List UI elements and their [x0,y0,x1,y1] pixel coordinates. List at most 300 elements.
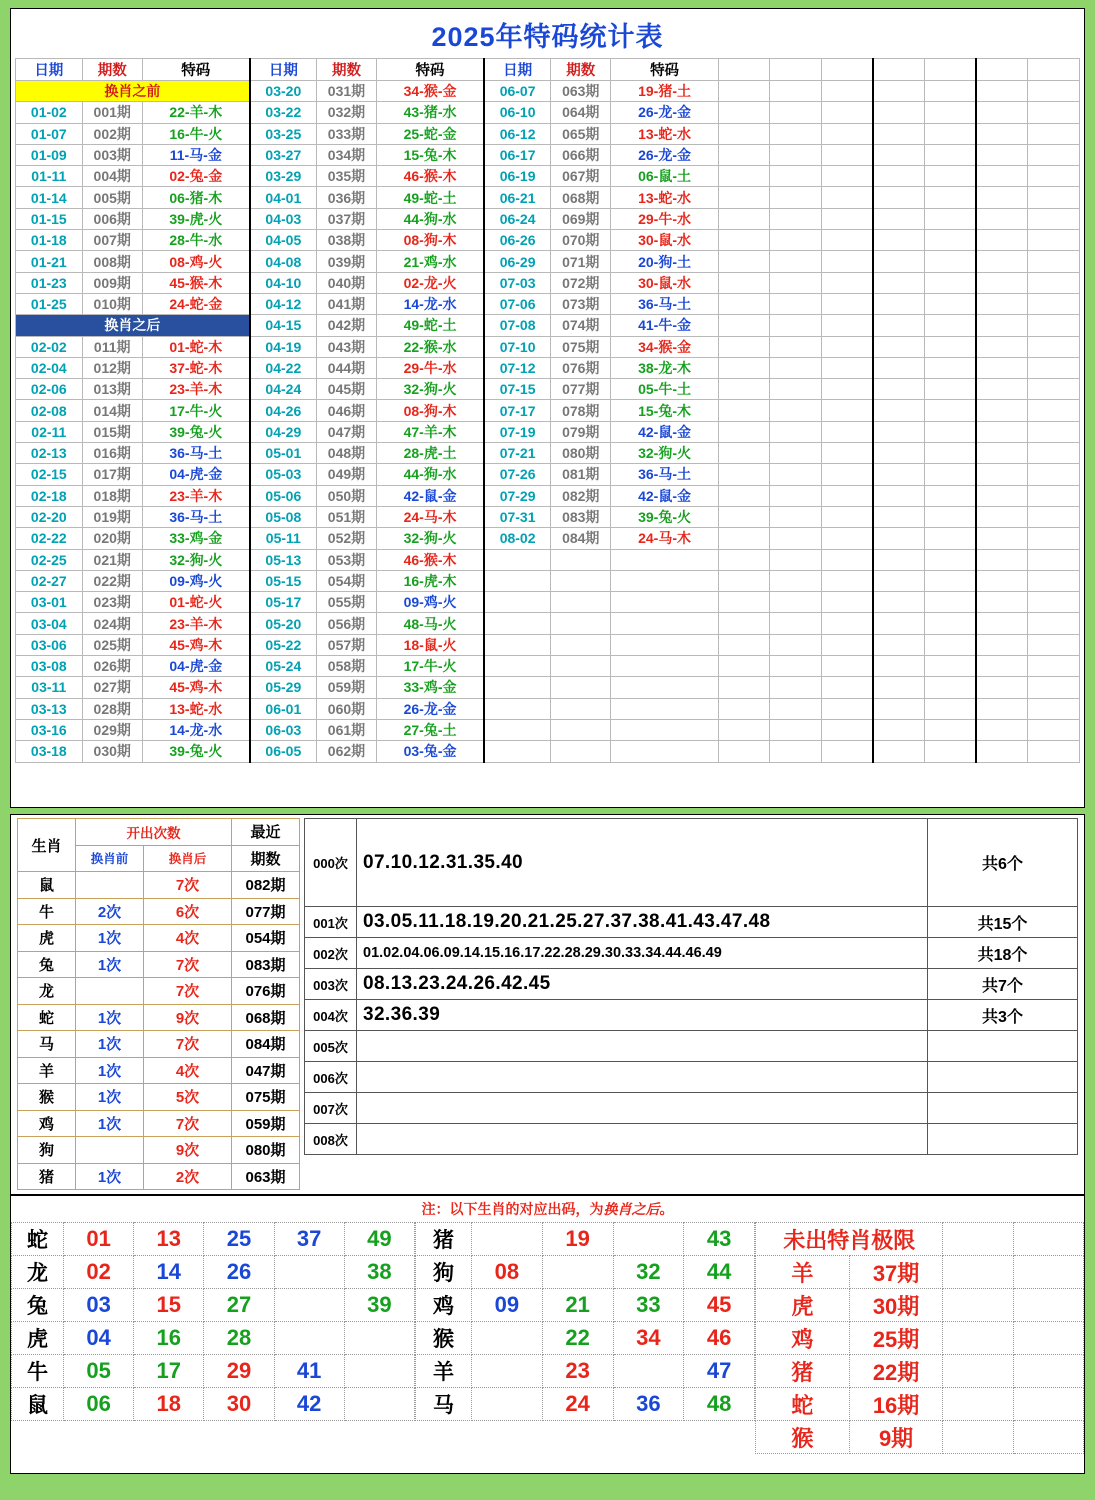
code-cell: 02 [64,1256,134,1289]
table-row [16,528,1080,549]
blank-cell [718,677,770,698]
blank-cell [976,656,1028,677]
blank-cell [821,698,873,719]
blank-cell [925,698,977,719]
cell-date: 03-16 [16,719,83,740]
cell-date: 05-06 [250,485,317,506]
cell-date: 01-21 [16,251,83,272]
blank-cell [925,719,977,740]
blank-cell [943,1256,1013,1289]
cell-code: 28-牛-水 [142,230,249,251]
cell-code: 24-蛇-金 [142,293,249,314]
code-cell: 25 [204,1223,274,1256]
count-before: 1次 [76,925,144,952]
blank-cell [611,634,718,655]
blank-cell [611,549,718,570]
blank-cell [770,698,822,719]
blank-cell [821,634,873,655]
cell-issue: 076期 [551,357,611,378]
blank-cell [770,719,822,740]
frequency-label: 007次 [305,1093,357,1124]
cell-issue: 079期 [551,421,611,442]
blank-cell [925,81,977,102]
limit-periods: 16期 [849,1388,943,1421]
cell-issue: 041期 [316,293,376,314]
frequency-row [305,1000,1078,1031]
table-row [16,102,1080,123]
blank-cell [484,656,551,677]
blank-cell [770,123,822,144]
blank-cell [943,1388,1013,1421]
cell-code: 23-羊-木 [142,379,249,400]
cell-date: 03-08 [16,656,83,677]
cell-code: 47-羊-木 [377,421,484,442]
blank-cell [873,230,925,251]
limit-header-row [756,1223,1084,1256]
blank-cell [925,677,977,698]
code-cell: 09 [472,1289,543,1322]
codes-row [12,1322,415,1355]
cell-code: 19-猪-土 [611,81,718,102]
count-after: 9次 [144,1137,232,1164]
cell-code: 44-狗-水 [377,464,484,485]
limit-row [756,1421,1084,1454]
cell-date: 02-18 [16,485,83,506]
header-code: 特码 [377,59,484,81]
blank-cell [1013,1388,1083,1421]
cell-code: 17-牛-火 [142,400,249,421]
blank-cell [718,613,770,634]
count-before: 1次 [76,1110,144,1137]
code-cell: 08 [472,1256,543,1289]
blank-cell [770,293,822,314]
cell-date: 05-08 [250,506,317,527]
frequency-row [305,1062,1078,1093]
blank-cell [1013,1223,1083,1256]
blank-cell [976,230,1028,251]
blank-cell [821,144,873,165]
blank-cell [976,570,1028,591]
cell-date: 06-17 [484,144,551,165]
blank-cell [821,592,873,613]
cell-date: 04-12 [250,293,317,314]
blank-cell [873,443,925,464]
frequency-row [305,907,1078,938]
blank-cell [925,166,977,187]
cell-issue: 033期 [316,123,376,144]
cell-code: 32-狗-火 [611,443,718,464]
cell-issue: 077期 [551,379,611,400]
header-issue: 期数 [316,59,376,81]
cell-issue: 013期 [82,379,142,400]
cell-issue: 037期 [316,208,376,229]
cell-issue: 065期 [551,123,611,144]
blank-cell [611,719,718,740]
cell-issue: 026期 [82,656,142,677]
code-cell: 27 [204,1289,274,1322]
frequency-total: 共7个 [928,969,1078,1000]
cell-issue: 062期 [316,741,376,762]
limit-row [756,1289,1084,1322]
count-after: 2次 [144,1163,232,1190]
codes-right-table [415,1222,755,1421]
limit-periods: 22期 [849,1355,943,1388]
blank-cell [925,102,977,123]
cell-date: 04-05 [250,230,317,251]
cell-code: 04-虎-金 [142,464,249,485]
blank-cell [925,144,977,165]
blank-cell [873,187,925,208]
frequency-row [305,819,1078,907]
count-before [76,872,144,899]
count-after: 9次 [144,1004,232,1031]
blank-cell [873,698,925,719]
cell-issue: 073期 [551,293,611,314]
table-row [16,400,1080,421]
cell-issue: 027期 [82,677,142,698]
blank-cell [821,123,873,144]
blank-cell [976,293,1028,314]
blank-cell [873,677,925,698]
code-cell: 14 [134,1256,204,1289]
table-row [16,592,1080,613]
blank-cell [551,677,611,698]
cell-code: 15-兔-木 [611,400,718,421]
blank-cell [1028,293,1080,314]
limit-zodiac: 鸡 [756,1322,850,1355]
frequency-total: 共3个 [928,1000,1078,1031]
blank-cell [821,506,873,527]
cell-date: 03-29 [250,166,317,187]
code-cell: 23 [542,1355,613,1388]
blank-cell [821,208,873,229]
blank-cell [770,336,822,357]
note-prefix: 注：以下生肖的对应出码，为 [421,1201,604,1217]
table-row [16,570,1080,591]
blank-cell [873,719,925,740]
cell-issue: 070期 [551,230,611,251]
blank-cell [873,421,925,442]
blank-cell [925,485,977,506]
cell-code: 30-鼠-水 [611,272,718,293]
cell-date: 07-31 [484,506,551,527]
cell-code: 06-鼠-土 [611,166,718,187]
cell-code: 21-鸡-水 [377,251,484,272]
cell-date: 02-25 [16,549,83,570]
blank-cell [770,272,822,293]
blank-cell [770,400,822,421]
cell-issue: 057期 [316,634,376,655]
cell-code: 48-马-火 [377,613,484,634]
blank-cell [770,506,822,527]
blank-cell [770,81,822,102]
blank-cell [1028,549,1080,570]
cell-issue: 008期 [82,251,142,272]
recent-issue: 080期 [232,1137,300,1164]
limit-title: 未出特肖极限 [756,1223,943,1256]
cell-issue: 011期 [82,336,142,357]
code-cell: 29 [204,1355,274,1388]
blank-cell [551,634,611,655]
blank-cell [718,592,770,613]
cell-date: 01-09 [16,144,83,165]
blank-cell [925,208,977,229]
zodiac-row [18,1031,300,1058]
blank-cell [821,570,873,591]
code-cell: 45 [684,1289,755,1322]
cell-issue: 049期 [316,464,376,485]
recent-issue: 077期 [232,898,300,925]
cell-issue: 056期 [316,613,376,634]
zodiac-row [18,951,300,978]
cell-date: 06-24 [484,208,551,229]
cell-issue: 046期 [316,400,376,421]
count-after: 7次 [144,1031,232,1058]
frequency-total [928,1031,1078,1062]
cell-code: 44-狗-水 [377,208,484,229]
zodiac-row [18,1163,300,1190]
cell-date: 03-22 [250,102,317,123]
cell-issue: 015期 [82,421,142,442]
blank-cell [770,592,822,613]
main-table-panel [10,8,1085,808]
code-cell: 34 [613,1322,684,1355]
blank-cell [873,741,925,762]
zodiac-name: 羊 [18,1057,76,1084]
blank-cell [1028,400,1080,421]
blank-cell [611,613,718,634]
zodiac-name: 虎 [12,1322,64,1355]
count-after: 4次 [144,1057,232,1084]
cell-code: 39-兔-火 [142,421,249,442]
cell-code: 26-龙-金 [611,144,718,165]
blank-cell [925,634,977,655]
blank-cell [770,656,822,677]
blank-cell [1013,1355,1083,1388]
cell-code: 01-蛇-木 [142,336,249,357]
cell-code: 38-龙-木 [611,357,718,378]
frequency-label: 003次 [305,969,357,1000]
cell-date: 04-01 [250,187,317,208]
blank-cell [925,357,977,378]
cell-date: 08-02 [484,528,551,549]
before-header: 换肖前 [76,845,144,872]
cell-issue: 016期 [82,443,142,464]
cell-code: 32-狗-火 [377,379,484,400]
cell-date: 01-23 [16,272,83,293]
blank-cell [976,485,1028,506]
blank-cell [821,81,873,102]
frequency-numbers: 01.02.04.06.09.14.15.16.17.22.28.29.30.33.34.44.46.49 [357,938,928,969]
cell-code: 24-马-木 [611,528,718,549]
code-cell: 18 [134,1388,204,1421]
blank-cell [873,400,925,421]
zodiac-name: 蛇 [12,1223,64,1256]
blank-cell [718,230,770,251]
blank-cell [1013,1256,1083,1289]
blank-cell [976,719,1028,740]
code-cell: 13 [134,1223,204,1256]
cell-code: 33-鸡-金 [377,677,484,698]
recent-issue: 075期 [232,1084,300,1111]
blank-cell [873,485,925,506]
blank-cell [976,187,1028,208]
count-before: 1次 [76,1004,144,1031]
cell-issue: 032期 [316,102,376,123]
table-row [16,485,1080,506]
blank-cell [925,379,977,400]
zodiac-name: 鼠 [12,1388,64,1421]
blank-cell [718,719,770,740]
blank-cell [925,464,977,485]
cell-date: 06-12 [484,123,551,144]
cell-code: 16-虎-木 [377,570,484,591]
code-cell: 28 [204,1322,274,1355]
code-cell [613,1355,684,1388]
recent-issue: 084期 [232,1031,300,1058]
blank-cell [873,208,925,229]
cell-issue: 067期 [551,166,611,187]
cell-issue: 072期 [551,272,611,293]
blank-cell [873,656,925,677]
blank-cell [925,506,977,527]
cell-code: 41-牛-金 [611,315,718,336]
cell-issue: 071期 [551,251,611,272]
blank-cell [976,741,1028,762]
blank-cell [873,379,925,400]
count-before: 1次 [76,951,144,978]
recent-issue: 059期 [232,1110,300,1137]
cell-issue: 038期 [316,230,376,251]
blank-cell [718,656,770,677]
blank-cell [551,592,611,613]
zodiac-name: 马 [18,1031,76,1058]
table-row [16,443,1080,464]
blank-cell [551,656,611,677]
blank-cell [484,698,551,719]
special-code-table [15,58,1080,763]
cell-date: 04-24 [250,379,317,400]
cell-date: 06-03 [250,719,317,740]
blank-cell [1013,1421,1083,1454]
cell-code: 01-蛇-火 [142,592,249,613]
cell-issue: 063期 [551,81,611,102]
table-row [16,336,1080,357]
header-date: 日期 [484,59,551,81]
blank-cell [925,400,977,421]
cell-issue: 022期 [82,570,142,591]
cell-issue: 004期 [82,166,142,187]
table-row [16,379,1080,400]
cell-issue: 058期 [316,656,376,677]
frequency-label: 001次 [305,907,357,938]
cell-date: 05-22 [250,634,317,655]
table-row [16,464,1080,485]
zodiac-name: 狗 [18,1137,76,1164]
blank-cell [821,485,873,506]
table-row [16,144,1080,165]
blank-cell [1028,485,1080,506]
code-cell: 03 [64,1289,134,1322]
code-cell: 39 [344,1289,414,1322]
frequency-total [928,1124,1078,1155]
cell-issue: 083期 [551,506,611,527]
cell-date: 02-27 [16,570,83,591]
count-after: 7次 [144,951,232,978]
blank-cell [976,81,1028,102]
zodiac-name: 马 [416,1388,472,1421]
cell-issue: 081期 [551,464,611,485]
table-row [16,741,1080,762]
blank-cell [976,357,1028,378]
cell-issue: 023期 [82,592,142,613]
cell-code: 06-猪-木 [142,187,249,208]
cell-date: 06-29 [484,251,551,272]
blank-cell [925,613,977,634]
cell-code: 39-虎-火 [142,208,249,229]
blank-cell [821,315,873,336]
cell-issue: 005期 [82,187,142,208]
cell-date: 03-06 [16,634,83,655]
blank-cell [718,144,770,165]
code-cell: 37 [274,1223,344,1256]
blank-cell [1028,123,1080,144]
cell-issue: 080期 [551,443,611,464]
cell-code: 33-鸡-金 [142,528,249,549]
cell-code: 15-兔-木 [377,144,484,165]
frequency-label: 004次 [305,1000,357,1031]
cell-issue: 021期 [82,549,142,570]
cell-date: 07-21 [484,443,551,464]
count-after: 5次 [144,1084,232,1111]
blank-cell [770,634,822,655]
blank-cell [551,719,611,740]
blank-cell [1028,421,1080,442]
codes-row [416,1223,755,1256]
cell-code: 43-猪-水 [377,102,484,123]
blank-cell [976,251,1028,272]
recent-header-1: 最近 [232,819,300,846]
blank-cell [718,357,770,378]
code-cell: 38 [344,1256,414,1289]
cell-date: 01-15 [16,208,83,229]
cell-code: 03-兔-金 [377,741,484,762]
blank-cell [770,208,822,229]
table-row [16,656,1080,677]
cell-code: 32-狗-火 [377,528,484,549]
code-cell: 06 [64,1388,134,1421]
code-cell: 46 [684,1322,755,1355]
blank-cell [611,741,718,762]
blank-cell [976,549,1028,570]
cell-code: 46-猴-木 [377,549,484,570]
recent-issue: 068期 [232,1004,300,1031]
cell-code: 08-鸡-火 [142,251,249,272]
cell-date: 07-17 [484,400,551,421]
cell-date: 02-02 [16,336,83,357]
cell-issue: 084期 [551,528,611,549]
blank-cell [718,549,770,570]
blank-cell [718,102,770,123]
zodiac-row [18,872,300,899]
code-cell: 17 [134,1355,204,1388]
blank-cell [770,570,822,591]
cell-code: 36-马-土 [142,506,249,527]
code-cell [274,1322,344,1355]
zodiac-name: 鸡 [18,1110,76,1137]
limit-zodiac: 虎 [756,1289,850,1322]
blank-cell [1028,741,1080,762]
